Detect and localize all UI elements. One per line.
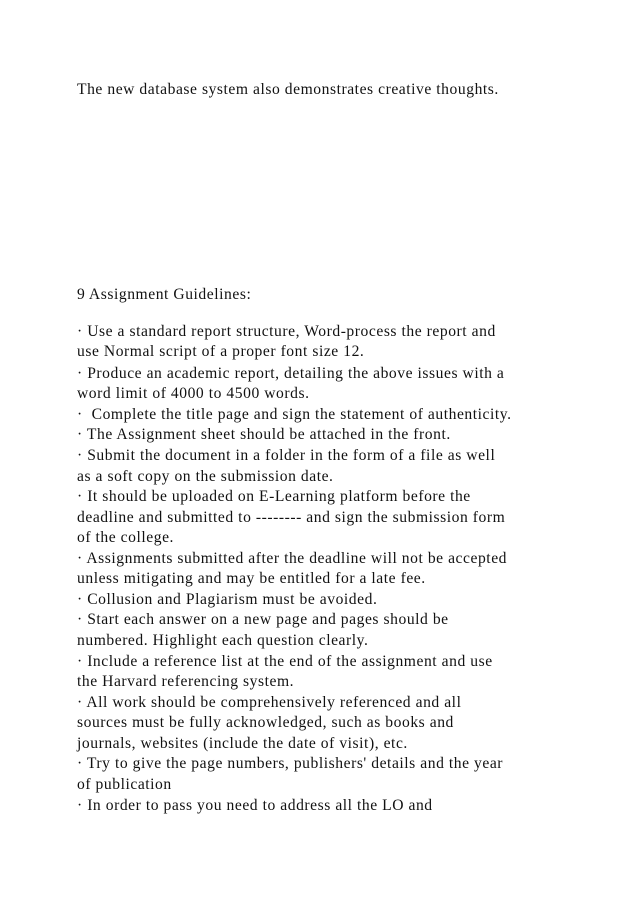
- guideline-line: journals, websites (include the date of visit), etc.: [77, 735, 408, 752]
- guideline-line: · Collusion and Plagiarism must be avoided.: [77, 591, 378, 608]
- guideline-line: the Harvard referencing system.: [77, 673, 295, 690]
- guideline-line: · In order to pass you need to address all the LO and: [77, 797, 433, 814]
- guideline-line: · Complete the title page and sign the statement of authenticity.: [77, 406, 512, 423]
- guideline-line: · Try to give the page numbers, publishers' details and the year: [77, 755, 504, 772]
- guideline-line: · Include a reference list at the end of the assignment and use: [77, 653, 493, 670]
- guideline-line: · All work should be comprehensively referenced and all: [77, 694, 462, 711]
- guideline-line: as a soft copy on the submission date.: [77, 468, 334, 485]
- guideline-line: word limit of 4000 to 4500 words.: [77, 385, 310, 402]
- guideline-line: · The Assignment sheet should be attached in the front.: [77, 426, 451, 443]
- guideline-line: numbered. Highlight each question clearly.: [77, 632, 369, 649]
- guideline-line: · Produce an academic report, detailing the above issues with a: [77, 365, 505, 382]
- guideline-line: deadline and submitted to -------- and sign the submission form: [77, 509, 506, 526]
- guideline-line: use Normal script of a proper font size 12.: [77, 343, 365, 360]
- guideline-line: · Use a standard report structure, Word-process the report and: [77, 323, 496, 340]
- guideline-line: sources must be fully acknowledged, such as books and: [77, 714, 454, 731]
- guideline-line: · Submit the document in a folder in the form of a file as well: [77, 447, 496, 464]
- guideline-line: of publication: [77, 776, 172, 793]
- intro-paragraph: The new database system also demonstrates creative thoughts.: [77, 81, 499, 98]
- guidelines-heading: 9 Assignment Guidelines:: [77, 286, 252, 303]
- guideline-line: · Start each answer on a new page and pages should be: [77, 611, 449, 628]
- guideline-line: · Assignments submitted after the deadline will not be accepted: [77, 550, 508, 567]
- guideline-line: unless mitigating and may be entitled for a late fee.: [77, 570, 426, 587]
- guideline-line: of the college.: [77, 529, 175, 546]
- guideline-line: · It should be uploaded on E-Learning platform before the: [77, 488, 471, 505]
